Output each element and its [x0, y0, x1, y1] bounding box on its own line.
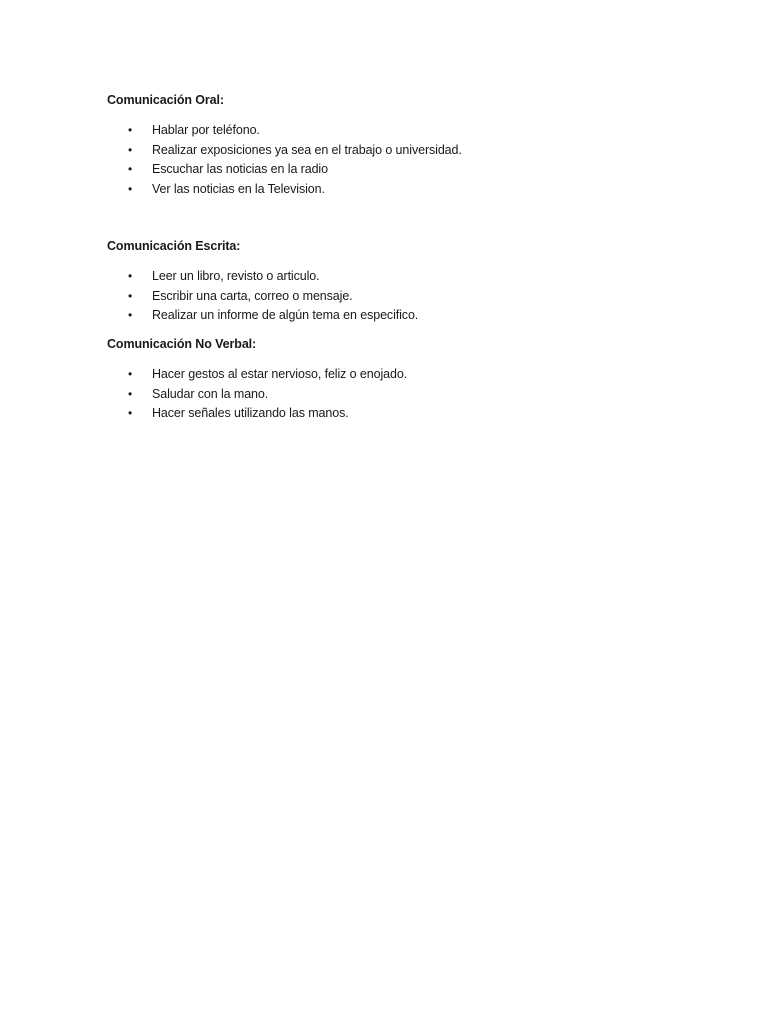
- bullet-icon: •: [128, 308, 133, 322]
- list-item-text: Hacer señales utilizando las manos.: [152, 406, 349, 420]
- bullet-icon: •: [128, 386, 133, 401]
- list-item-text: Realizar un informe de algún tema en especifico.: [152, 308, 419, 322]
- list-item: [107, 385, 707, 405]
- bullet-list: [107, 121, 707, 199]
- bullet-list: [107, 267, 707, 326]
- bullet-icon: •: [128, 162, 133, 176]
- list-item-text: Leer un libro, revisto o articulo.: [152, 269, 320, 283]
- bullet-icon: •: [128, 288, 133, 303]
- list-item-text: Realizar exposiciones ya sea en el trabajo o universidad.: [152, 142, 462, 157]
- section-comunicacion-oral: [107, 92, 707, 199]
- list-item-text: Hablar por teléfono.: [152, 123, 260, 137]
- list-item: [107, 404, 707, 424]
- list-item: [107, 267, 707, 287]
- bullet-icon: •: [128, 406, 133, 420]
- bullet-icon: •: [128, 269, 133, 283]
- bullet-icon: •: [128, 367, 133, 381]
- section-heading: Comunicación Oral:: [107, 93, 224, 107]
- list-item-text: Escribir una carta, correo o mensaje.: [152, 288, 353, 303]
- section-heading: Comunicación No Verbal:: [107, 337, 257, 351]
- list-item-text: Saludar con la mano.: [152, 386, 269, 401]
- section-comunicacion-escrita: [107, 238, 707, 326]
- list-item-text: Ver las noticias en la Television.: [152, 181, 325, 196]
- list-item: [107, 306, 707, 326]
- section-comunicacion-no-verbal: [107, 336, 707, 424]
- list-item: [107, 180, 707, 200]
- bullet-icon: •: [128, 142, 133, 157]
- list-item-text: Hacer gestos al estar nervioso, feliz o enojado.: [152, 367, 408, 381]
- section-heading: Comunicación Escrita:: [107, 239, 241, 253]
- list-item: [107, 121, 707, 141]
- list-item: [107, 160, 707, 180]
- bullet-list: [107, 365, 707, 424]
- list-item: [107, 287, 707, 307]
- bullet-icon: •: [128, 181, 133, 196]
- bullet-icon: •: [128, 123, 133, 137]
- list-item: [107, 365, 707, 385]
- list-item: [107, 141, 707, 161]
- list-item-text: Escuchar las noticias en la radio: [152, 162, 328, 176]
